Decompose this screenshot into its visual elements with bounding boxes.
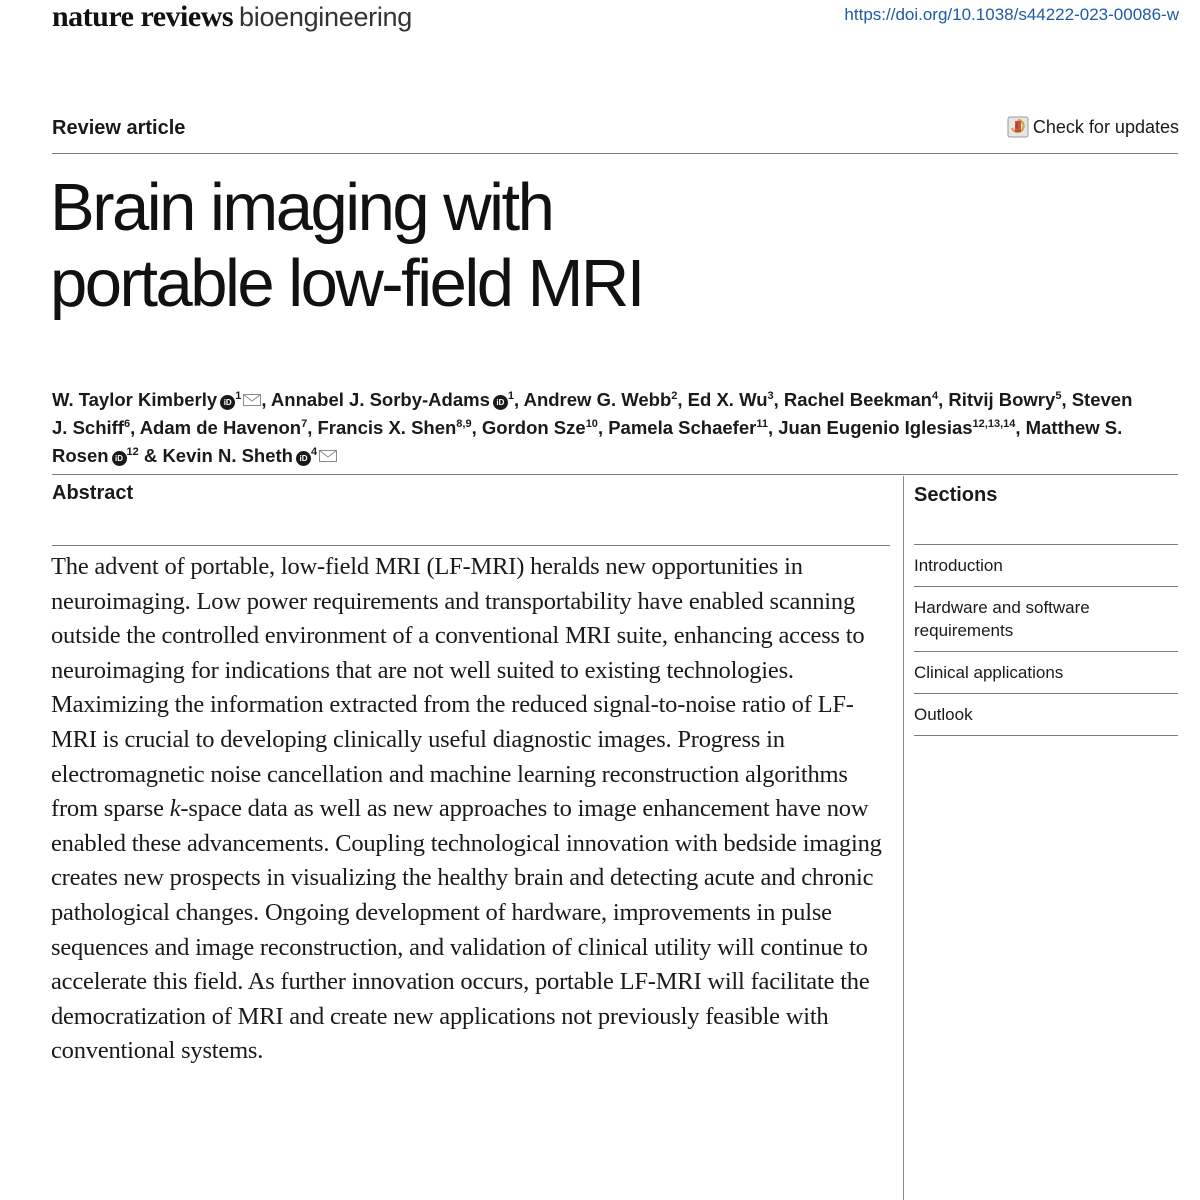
author-name[interactable]: Rachel Beekman (783, 389, 932, 410)
sections-nav (914, 544, 1178, 736)
header-divider (52, 153, 1178, 154)
journal-name (52, 2, 412, 37)
author-affiliation: 11 (756, 417, 768, 430)
author-separator: , (773, 389, 784, 410)
section-link-hardware-software[interactable]: Hardware and software requirements (914, 586, 1178, 651)
abstract-heading: Abstract (52, 482, 134, 504)
author[interactable] (524, 389, 678, 410)
authors-divider (52, 474, 1178, 475)
author-name[interactable]: Juan Eugenio Iglesias (778, 417, 973, 438)
author-name[interactable]: Ritvij Bowry (948, 389, 1056, 410)
author-name[interactable]: Andrew G. Webb (523, 389, 672, 410)
author-separator: , (307, 417, 318, 438)
author-separator: , (1061, 389, 1072, 410)
article-title-line-2: portable low-field MRI (50, 246, 643, 321)
author-separator: , (514, 389, 524, 410)
orcid-icon[interactable]: iD (493, 395, 508, 410)
author-name[interactable]: Gordon Sze (481, 417, 586, 438)
author-name[interactable]: Kevin N. Sheth (162, 445, 293, 466)
envelope-icon[interactable] (319, 450, 337, 462)
author-name[interactable]: Pamela Schaefer (608, 417, 757, 438)
author[interactable] (608, 417, 768, 438)
author-separator: , (597, 417, 609, 438)
author-affiliation: 8,9 (456, 417, 472, 430)
orcid-icon[interactable]: iD (220, 395, 235, 410)
author-name[interactable]: Adam de Havenon (139, 417, 302, 438)
journal-name-subtitle: bioengineering (239, 2, 412, 32)
author-separator: , (677, 389, 688, 410)
author-separator: , (767, 417, 779, 438)
abstract-text-part-1: The advent of portable, low-field MRI (LF-MRI) heralds new opportunities in neuroimaging. Low power requirements and transportability have enabled scanning outside the controlled environment of a conventional MRI suite, enhancing access to neuroimaging for indications that are not well suited to existing technologies. Maximizing the information extracted from the reduced signal-to-noise ratio of LF-MRI is crucial to developing clinically useful diagnostic images. Progress in electromagnetic noise cancellation and machine learning reconstruction algorithms from sparse (51, 553, 865, 823)
journal-name-bold: nature reviews (52, 0, 234, 33)
author[interactable] (688, 389, 774, 410)
author-affiliation: 4 (931, 389, 939, 402)
author-separator: , (938, 389, 949, 410)
author[interactable] (162, 445, 337, 466)
author-affiliation: 4 (311, 445, 318, 458)
author-affiliation: 3 (767, 389, 774, 402)
author-affiliation: 10 (585, 417, 598, 430)
abstract-divider (52, 545, 890, 546)
orcid-icon[interactable]: iD (112, 451, 127, 466)
article-title (50, 170, 1150, 322)
author[interactable] (778, 417, 1015, 438)
author-name[interactable]: W. Taylor Kimberly (52, 389, 218, 410)
envelope-icon[interactable] (243, 394, 261, 406)
author[interactable] (140, 417, 308, 438)
author-affiliation: 1 (507, 389, 514, 402)
abstract-text (51, 550, 896, 1069)
article-type-label: Review article (52, 117, 186, 139)
author-affiliation: 12,13,14 (972, 417, 1016, 430)
author[interactable] (318, 417, 472, 438)
author-affiliation: 12 (126, 445, 139, 458)
column-divider (903, 476, 904, 1200)
author[interactable] (271, 389, 514, 410)
abstract-text-italic-k: k (169, 795, 181, 823)
author-name[interactable]: Ed X. Wu (687, 389, 768, 410)
check-for-updates-label: Check for updates (1032, 116, 1179, 137)
author-separator: & (138, 445, 163, 466)
article-title-line-1: Brain imaging with (50, 170, 553, 245)
author-separator: , (1015, 417, 1026, 438)
section-link-clinical-applications[interactable]: Clinical applications (914, 651, 1178, 693)
author[interactable] (784, 389, 938, 410)
author-affiliation: 7 (301, 417, 308, 430)
section-link-outlook[interactable]: Outlook (914, 693, 1178, 736)
orcid-icon[interactable]: iD (296, 451, 311, 466)
author-name[interactable]: Annabel J. Sorby-Adams (270, 389, 490, 410)
author-name[interactable]: Matthew S. Rosen (52, 417, 1123, 466)
check-updates-icon (1007, 116, 1029, 138)
author-name[interactable]: Steven J. Schiff (52, 389, 1133, 438)
author[interactable] (52, 389, 261, 410)
author[interactable] (948, 389, 1061, 410)
author-list (52, 386, 1152, 470)
check-for-updates-button[interactable] (1007, 116, 1179, 138)
abstract-text-part-2: -space data as well as new approaches to image enhancement have now enabled these advancements. Coupling technological innovation with bedside imaging creates new prospects in visualizing the healthy brain and detecting acute and chronic pathological changes. Ongoing development of hardware, improvements in pulse sequences and image reconstruction, and validation of clinical utility will continue to accelerate this field. As further innovation occurs, portable LF-MRI will facilitate the democratization of MRI and create new applications not previously feasible with conventional systems. (51, 795, 882, 1065)
author-affiliation: 6 (123, 417, 131, 430)
author[interactable] (482, 417, 598, 438)
author-separator: , (471, 417, 482, 438)
section-link-introduction[interactable]: Introduction (914, 544, 1178, 586)
author-separator: , (130, 417, 140, 438)
author-name[interactable]: Francis X. Shen (317, 417, 457, 438)
doi-link[interactable]: https://doi.org/10.1038/s44222-023-00086-w (844, 5, 1179, 24)
author-affiliation: 5 (1055, 389, 1062, 402)
author-separator: , (261, 389, 271, 410)
author-affiliation: 2 (671, 389, 678, 402)
author-affiliation: 1 (235, 389, 242, 402)
sections-heading: Sections (914, 484, 998, 506)
